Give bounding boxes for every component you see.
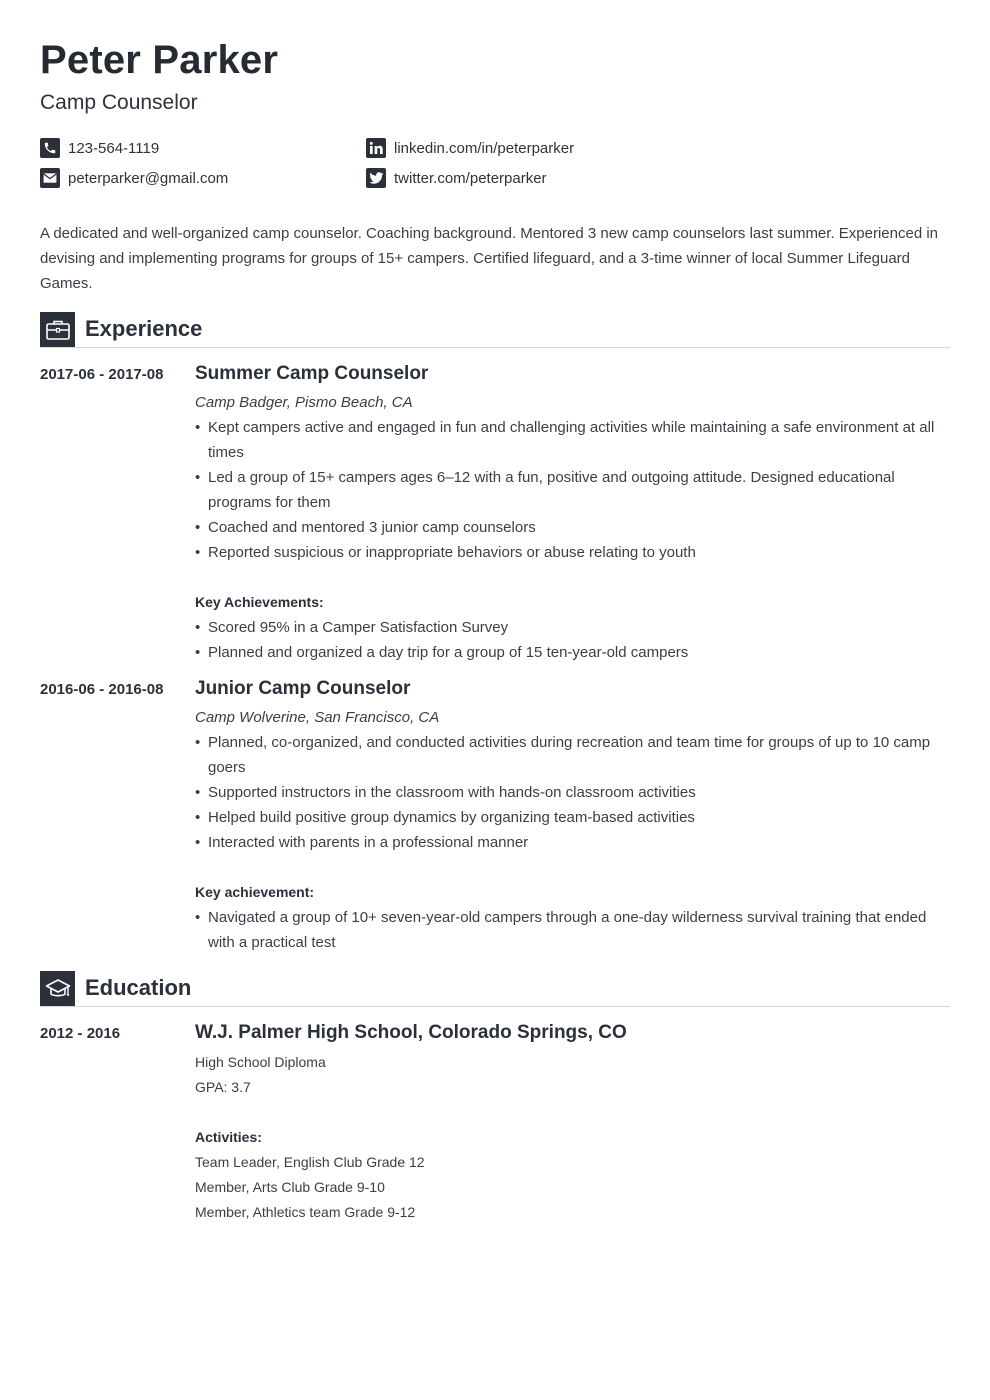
job-bullet: • Kept campers active and engaged in fun and challenging activities while maintaining a safe environment at all times [195,415,950,465]
contact-email [40,168,228,188]
activity-item: Team Leader, English Club Grade 12 [195,1154,425,1170]
job-bullet: • Helped build positive group dynamics by organizing team-based activities [195,805,950,830]
activity-item: Member, Arts Club Grade 9-10 [195,1179,385,1195]
job-bullet: • Interacted with parents in a professional manner [195,830,950,855]
job-bullet: • Planned, co-organized, and conducted activities during recreation and team time for groups of up to 10 camp goers [195,730,950,780]
email-text[interactable]: peterparker@gmail.com [68,169,229,187]
achievement-bullet: • Planned and organized a day trip for a group of 15 ten-year-old campers [195,640,950,665]
experience-section-header [40,312,950,348]
education-section-header [40,971,950,1007]
phone-icon [40,138,60,158]
job-bullet: • Coached and mentored 3 junior camp counselors [195,515,950,540]
linkedin-text[interactable]: linkedin.com/in/peterparker [394,139,575,157]
activity-item: Member, Athletics team Grade 9-12 [195,1204,416,1220]
contact-twitter [366,168,547,188]
job-bullet: • Led a group of 15+ campers ages 6–12 with a fun, positive and outgoing attitude. Designed educational programs for them [195,465,950,515]
education-dates: 2012 - 2016 [40,1025,121,1042]
linkedin-icon [366,138,386,158]
achievement-bullet: • Navigated a group of 10+ seven-year-old campers through a one-day wilderness survival training that ended with a practical test [195,905,950,955]
briefcase-icon [40,312,75,347]
school-name: W.J. Palmer High School, Colorado Springs, CO [195,1022,627,1043]
candidate-role: Camp Counselor [40,91,198,114]
job-company: Camp Badger, Pismo Beach, CA [195,394,413,411]
job-dates: 2017-06 - 2017-08 [40,366,164,383]
job-company: Camp Wolverine, San Francisco, CA [195,709,440,726]
job-bullet: • Reported suspicious or inappropriate behaviors or abuse relating to youth [195,540,950,565]
phone-text[interactable]: 123-564-1119 [68,139,160,157]
education-heading: Education [85,975,192,1000]
gpa: GPA: 3.7 [195,1079,251,1095]
activities-label: Activities: [195,1129,262,1145]
candidate-name: Peter Parker [40,38,279,82]
achievement-bullet: • Scored 95% in a Camper Satisfaction Survey [195,615,950,640]
contact-phone [40,138,159,158]
job-title: Junior Camp Counselor [195,678,411,699]
job-dates: 2016-06 - 2016-08 [40,681,164,698]
twitter-text[interactable]: twitter.com/peterparker [394,169,547,187]
experience-heading: Experience [85,316,203,341]
job-bullet: • Supported instructors in the classroom with hands-on classroom activities [195,780,950,805]
achievements-label: Key achievement: [195,884,315,900]
contact-linkedin [366,138,574,158]
graduation-cap-icon [40,971,75,1006]
email-icon [40,168,60,188]
profile-summary: A dedicated and well-organized camp counselor. Coaching background. Mentored 3 new camp counselors last summer. Experienced in devising and implementing programs for groups of 15+ campers. Certified lifeguard, and a 3-time winner of local Summer Lifeguard Games. [40,225,939,292]
achievements-label: Key Achievements: [195,594,324,610]
job-title: Summer Camp Counselor [195,363,429,384]
twitter-icon [366,168,386,188]
degree: High School Diploma [195,1054,326,1070]
